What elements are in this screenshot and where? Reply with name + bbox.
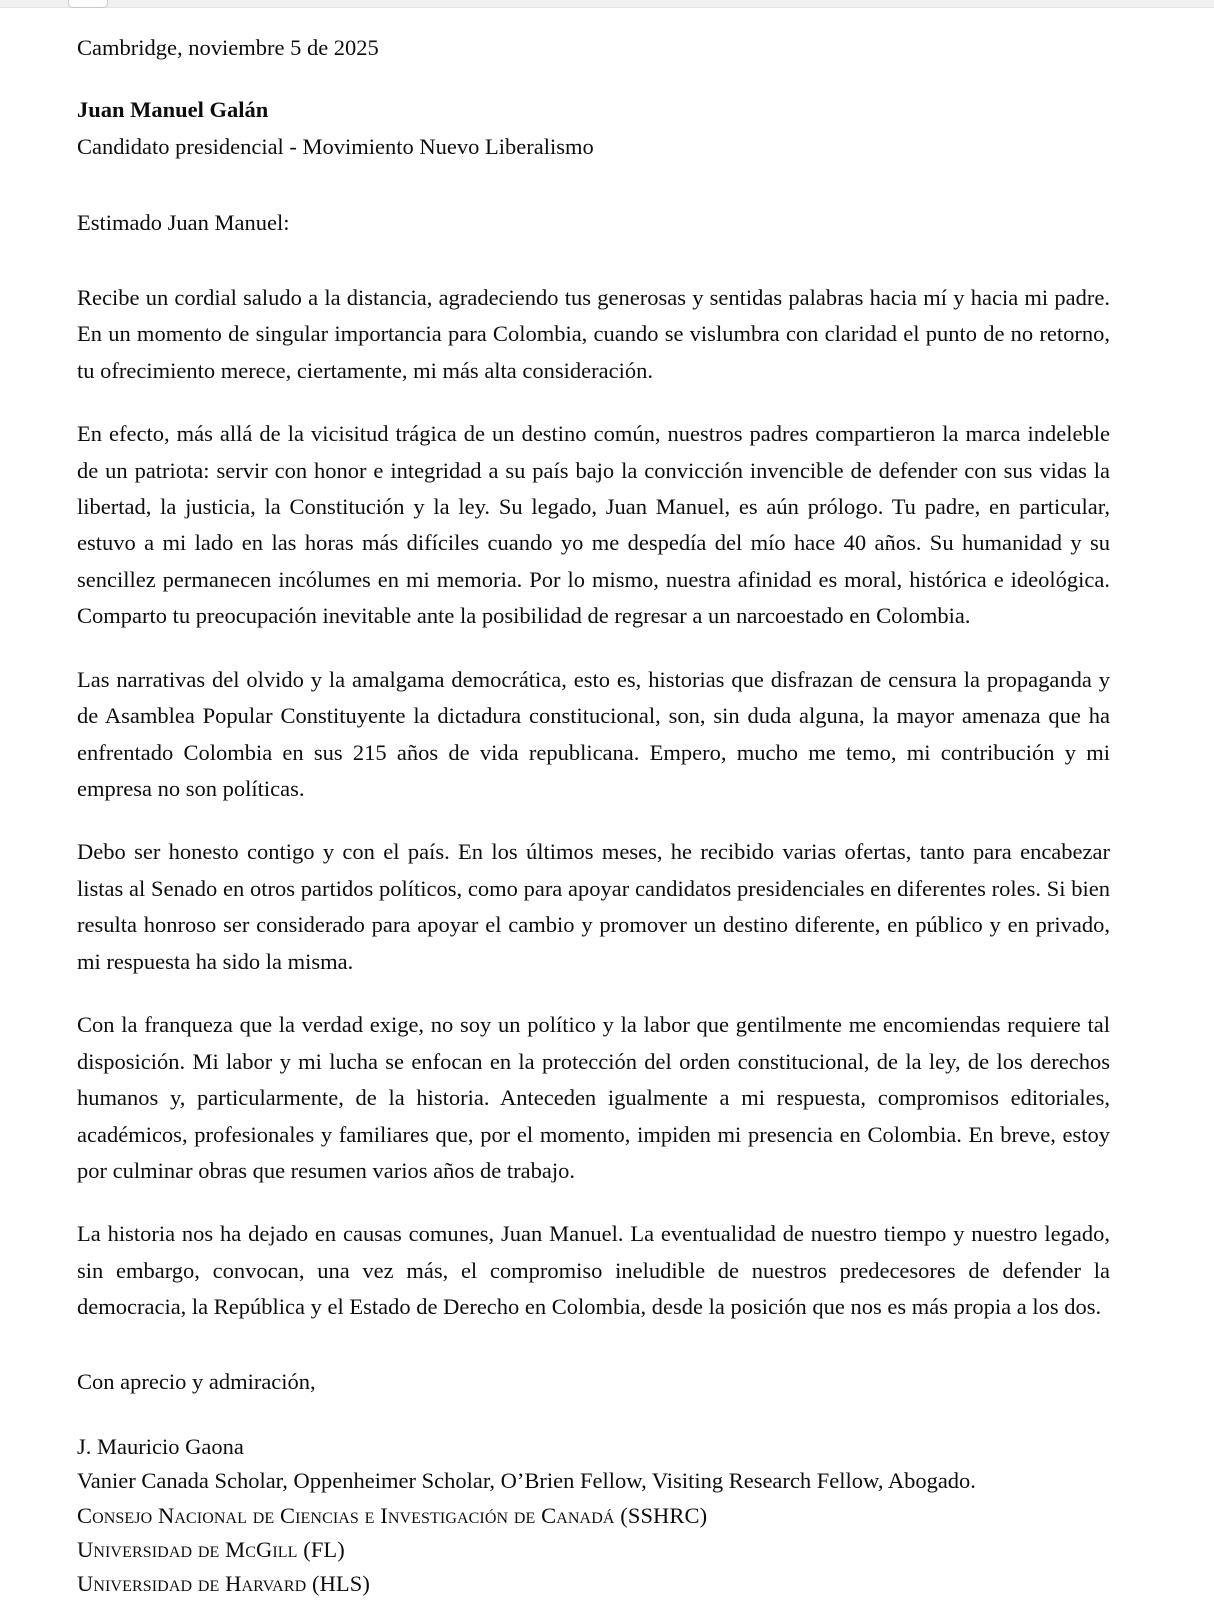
paragraph-1: Recibe un cordial saludo a la distancia, agradeciendo tus generosas y sentidas palabras hacia mí y hacia mi padre. En un momento de singular importancia para Colombia, cuando se vislumbra con claridad el punto de no retorno, tu ofrecimiento merece, ciertamente, mi más alta consideración. xyxy=(77,284,1110,383)
window-chrome-strip xyxy=(0,0,1214,8)
closing-line: Con aprecio y admiración, xyxy=(77,1368,316,1394)
paragraph-2: En efecto, más allá de la vicisitud trágica de un destino común, nuestros padres compartieron la marca indeleble de un patriota: servir con honor e integridad a su país bajo la convicción invencible de defender con sus vidas la libertad, la justicia, la Constitución y la ley. Su legado, Juan Manuel, es aún prólogo. Tu padre, en particular, estuvo a mi lado en las horas más difíciles cuando yo me despedía del mío hace 40 años. Su humanidad y su sencillez permanecen incólumes en mi memoria. Por lo mismo, nuestra afinidad es moral, histórica e ideológica. Comparto tu preocupación inevitable ante la posibilidad de regresar a un narcoestado en Colombia. xyxy=(77,421,1110,629)
addressee-role: Candidato presidencial - Movimiento Nuevo Liberalismo xyxy=(77,133,594,159)
paragraph-3: Las narrativas del olvido y la amalgama democrática, esto es, historias que disfrazan de censura la propaganda y de Asamblea Popular Constituyente la dictadura constitucional, son, sin duda alguna, la mayor amenaza que ha enfrentado Colombia en sus 215 años de vida republicana. Empero, mucho me temo, mi contribución y mi empresa no son políticas. xyxy=(77,666,1110,801)
affiliation-harvard: Universidad de Harvard (HLS) xyxy=(77,1570,370,1596)
cropped-toolbar-chip[interactable] xyxy=(68,0,108,8)
letter-body xyxy=(77,30,1110,1600)
signer-titles: Vanier Canada Scholar, Oppenheimer Scholar, O’Brien Fellow, Visiting Research Fellow, Abogado. xyxy=(77,1468,976,1494)
date-line: Cambridge, noviembre 5 de 2025 xyxy=(77,35,379,60)
affiliation-sshrc: Consejo Nacional de Ciencias e Investigación de Canadá (SSHRC) xyxy=(77,1502,708,1528)
paragraph-5: Con la franqueza que la verdad exige, no soy un político y la labor que gentilmente me encomiendas requiere tal disposición. Mi labor y mi lucha se enfocan en la protección del orden constitucional, de la ley, de los derechos humanos y, particularmente, de la historia. Anteceden igualmente a mi respuesta, compromisos editoriales, académicos, profesionales y familiares que, por el momento, impiden mi presencia en Colombia. En breve, estoy por culminar obras que resumen varios años de trabajo. xyxy=(77,1012,1110,1183)
paragraph-4: Debo ser honesto contigo y con el país. En los últimos meses, he recibido varias ofertas, tanto para encabezar listas al Senado en otros partidos políticos, como para apoyar candidatos presidenciales en diferentes roles. Si bien resulta honroso ser considerado para apoyar el cambio y promover un destino diferente, en público y en privado, mi respuesta ha sido la misma. xyxy=(77,839,1110,974)
affiliation-mcgill: Universidad de McGill (FL) xyxy=(77,1536,345,1562)
addressee-name: Juan Manuel Galán xyxy=(77,97,269,123)
signer-name: J. Mauricio Gaona xyxy=(77,1434,244,1460)
salutation: Estimado Juan Manuel: xyxy=(77,210,290,236)
paragraph-6: La historia nos ha dejado en causas comunes, Juan Manuel. La eventualidad de nuestro tiempo y nuestro legado, sin embargo, convocan, una vez más, el compromiso ineludible de nuestros predecesores de defender la democracia, la República y el Estado de Derecho en Colombia, desde la posición que nos es más propia a los dos. xyxy=(77,1221,1110,1320)
letter-sheet xyxy=(0,8,1214,1600)
signature-block xyxy=(77,1430,1110,1600)
